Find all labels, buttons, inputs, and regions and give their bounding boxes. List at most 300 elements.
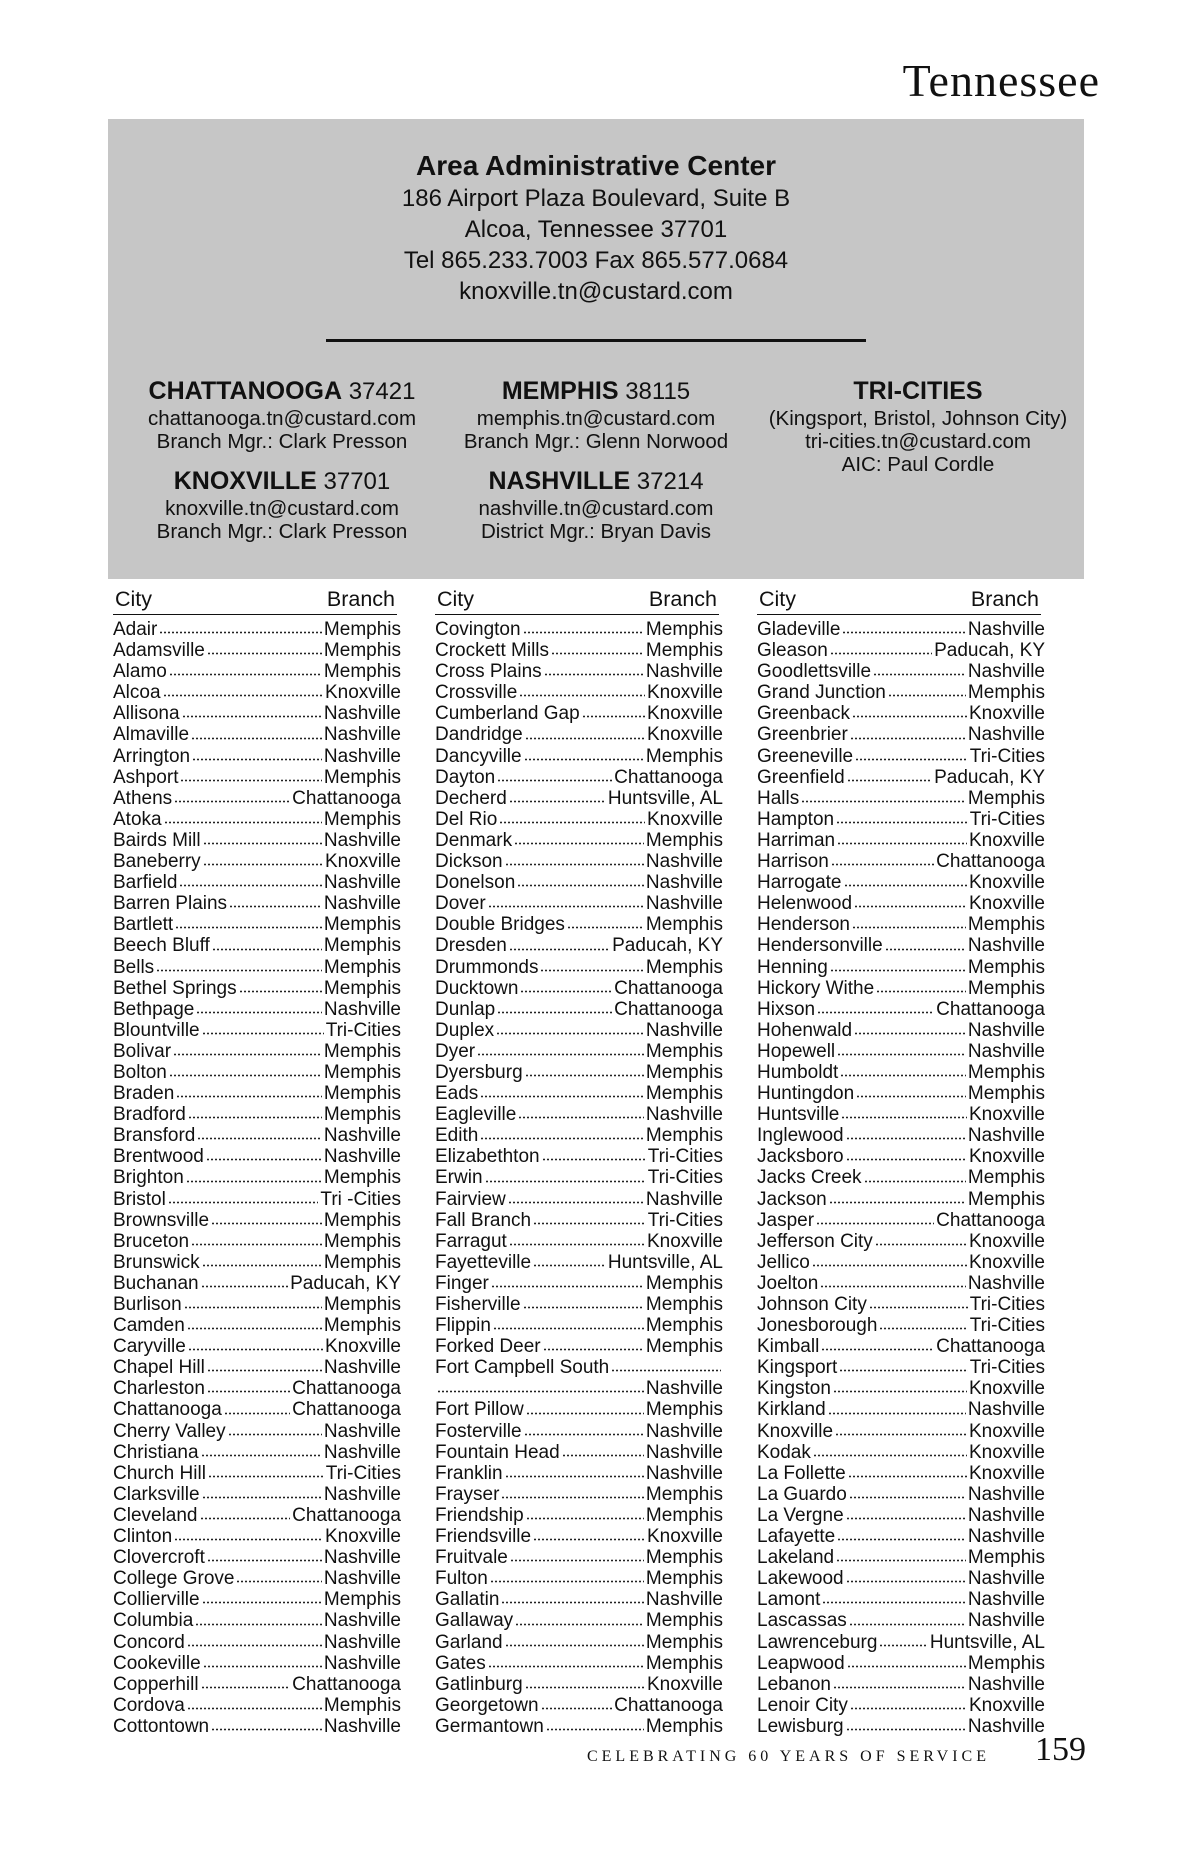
dot-leader bbox=[514, 841, 644, 846]
dot-leader bbox=[854, 1031, 966, 1036]
dot-leader bbox=[509, 1242, 645, 1247]
branch-name: Memphis bbox=[323, 766, 401, 788]
city-name: Elizabethton bbox=[435, 1146, 540, 1168]
branch-name: Paducah, KY bbox=[934, 766, 1045, 788]
city-name: Bransford bbox=[113, 1125, 196, 1147]
dot-leader bbox=[540, 968, 643, 973]
city-name: Gatlinburg bbox=[435, 1673, 523, 1695]
branch-name: Memphis bbox=[967, 1061, 1045, 1083]
list-item bbox=[757, 1336, 1045, 1357]
branch-name: Nashville bbox=[967, 1125, 1045, 1147]
list-item bbox=[113, 1146, 401, 1167]
dot-leader bbox=[833, 1685, 966, 1690]
dot-leader bbox=[567, 925, 644, 930]
dot-leader bbox=[163, 693, 323, 698]
list-item bbox=[435, 957, 723, 978]
branch-name: Nashville bbox=[323, 829, 401, 851]
dot-leader bbox=[187, 1643, 322, 1648]
list-item bbox=[113, 1336, 401, 1357]
list-item bbox=[435, 1315, 723, 1336]
list-item bbox=[435, 1399, 723, 1420]
branch-name: Nashville bbox=[323, 1483, 401, 1505]
dot-leader bbox=[212, 947, 322, 952]
city-name: Bells bbox=[113, 956, 155, 978]
list-item bbox=[757, 1041, 1045, 1062]
branch-name: Nashville bbox=[323, 1568, 401, 1590]
branch-name: Chattanooga bbox=[614, 766, 723, 788]
dot-leader bbox=[208, 1474, 324, 1479]
header-branch: Branch bbox=[648, 587, 717, 611]
city-name: Buchanan bbox=[113, 1272, 199, 1294]
list-item bbox=[113, 1378, 401, 1399]
dot-leader bbox=[830, 968, 966, 973]
list-item bbox=[757, 767, 1045, 788]
city-name: Jonesborough bbox=[757, 1315, 878, 1337]
branch-name: Knoxville bbox=[968, 829, 1045, 851]
city-name: Jellico bbox=[757, 1251, 810, 1273]
list-item bbox=[113, 1547, 401, 1568]
dot-leader bbox=[501, 1495, 644, 1500]
dot-leader bbox=[505, 1474, 644, 1479]
dot-leader bbox=[515, 1622, 644, 1627]
branch-email: chattanooga.tn@custard.com bbox=[147, 407, 417, 430]
branch-name: Memphis bbox=[645, 745, 723, 767]
dot-leader bbox=[182, 714, 322, 719]
city-name: Almaville bbox=[113, 724, 190, 746]
branch-manager: District Mgr.: Bryan Davis bbox=[480, 520, 712, 543]
city-name: Bethpage bbox=[113, 998, 195, 1020]
city-name: Brownsville bbox=[113, 1209, 210, 1231]
dot-leader bbox=[839, 1368, 967, 1373]
branch-name: Knoxville bbox=[646, 682, 723, 704]
branch-name: Tri-Cities bbox=[647, 1167, 723, 1189]
branch-name: Memphis bbox=[645, 1652, 723, 1674]
city-list-column-2 bbox=[435, 619, 723, 1737]
branch-name: Memphis bbox=[323, 956, 401, 978]
branch-name: Nashville bbox=[967, 724, 1045, 746]
city-name: Dresden bbox=[435, 935, 507, 957]
city-name: Fountain Head bbox=[435, 1441, 560, 1463]
branch-name: Nashville bbox=[967, 935, 1045, 957]
city-name: Joelton bbox=[757, 1272, 819, 1294]
branch-name: Knoxville bbox=[968, 1146, 1045, 1168]
dot-leader bbox=[497, 778, 612, 783]
city-name: Flippin bbox=[435, 1315, 491, 1337]
dot-leader bbox=[505, 862, 644, 867]
city-name: Jefferson City bbox=[757, 1230, 873, 1252]
list-item bbox=[757, 1252, 1045, 1273]
branch-name: Chattanooga bbox=[936, 851, 1045, 873]
city-name: Double Bridges bbox=[435, 914, 565, 936]
dot-leader bbox=[180, 778, 321, 783]
city-name: Germantown bbox=[435, 1715, 544, 1737]
dot-leader bbox=[546, 1727, 644, 1732]
list-item bbox=[757, 914, 1045, 935]
list-item bbox=[757, 935, 1045, 956]
dot-leader bbox=[835, 1432, 967, 1437]
dot-leader bbox=[488, 904, 644, 909]
city-name: Cordova bbox=[113, 1694, 185, 1716]
dot-leader bbox=[873, 672, 966, 677]
city-name: Kingsport bbox=[757, 1357, 838, 1379]
branch-name: Memphis bbox=[323, 1104, 401, 1126]
city-name: Grand Junction bbox=[757, 682, 886, 704]
dot-leader bbox=[202, 1495, 322, 1500]
branch-name: Nashville bbox=[967, 1526, 1045, 1548]
dot-leader bbox=[229, 904, 322, 909]
branch-name: Knoxville bbox=[646, 724, 723, 746]
dot-leader bbox=[813, 1453, 967, 1458]
branch-name: Memphis bbox=[967, 977, 1045, 999]
list-item bbox=[113, 1589, 401, 1610]
city-name: Copperhill bbox=[113, 1673, 199, 1695]
city-name: Dyersburg bbox=[435, 1061, 523, 1083]
city-name: Gladeville bbox=[757, 619, 841, 640]
dot-leader bbox=[197, 1136, 322, 1141]
city-name: Kimball bbox=[757, 1336, 820, 1358]
city-name: Fort Campbell South bbox=[435, 1357, 610, 1379]
branch-name: Nashville bbox=[645, 1188, 723, 1210]
branch-name: Nashville bbox=[967, 1715, 1045, 1737]
dot-leader bbox=[509, 947, 610, 952]
dot-leader bbox=[497, 1010, 612, 1015]
dot-leader bbox=[184, 1305, 322, 1310]
city-name: Huntingdon bbox=[757, 1083, 855, 1105]
branch-name: Nashville bbox=[645, 1462, 723, 1484]
city-name: Lawrenceburg bbox=[757, 1631, 878, 1653]
city-name: Bairds Mill bbox=[113, 829, 201, 851]
dot-leader bbox=[169, 672, 322, 677]
branch-name: Memphis bbox=[323, 1694, 401, 1716]
list-item bbox=[757, 809, 1045, 830]
branch-name: Knoxville bbox=[646, 808, 723, 830]
dot-leader bbox=[848, 1474, 967, 1479]
area-admin-center bbox=[108, 149, 1084, 307]
branch-tri-cities bbox=[758, 376, 1078, 476]
branch-name: Nashville bbox=[323, 998, 401, 1020]
branch-name: Nashville bbox=[323, 1610, 401, 1632]
branch-manager: Branch Mgr.: Clark Presson bbox=[156, 430, 408, 453]
list-item bbox=[113, 1568, 401, 1589]
city-name: Beech Bluff bbox=[113, 935, 210, 957]
list-item bbox=[113, 1020, 401, 1041]
city-list-column-1 bbox=[113, 619, 401, 1737]
city-name: La Vergne bbox=[757, 1504, 844, 1526]
dot-leader bbox=[505, 1643, 644, 1648]
list-item bbox=[757, 1062, 1045, 1083]
city-name: Decherd bbox=[435, 787, 507, 809]
branch-subtitle: (Kingsport, Bristol, Johnson City) bbox=[768, 407, 1068, 430]
dot-leader bbox=[525, 1073, 644, 1078]
branch-zip: 37421 bbox=[348, 378, 416, 405]
dot-leader bbox=[520, 989, 612, 994]
city-name: Charleston bbox=[113, 1378, 205, 1400]
list-item bbox=[435, 703, 723, 724]
city-name: Lafayette bbox=[757, 1526, 836, 1548]
city-name: Clovercroft bbox=[113, 1547, 205, 1569]
dot-leader bbox=[829, 1200, 966, 1205]
city-name: Jacksboro bbox=[757, 1146, 844, 1168]
city-name: Hohenwald bbox=[757, 1019, 853, 1041]
branch-name: Nashville bbox=[967, 1673, 1045, 1695]
city-name: Bethel Springs bbox=[113, 977, 237, 999]
branch-name: Memphis bbox=[323, 1209, 401, 1231]
dot-leader bbox=[542, 1157, 646, 1162]
page-number: 159 bbox=[1035, 1731, 1086, 1768]
list-item bbox=[757, 1610, 1045, 1631]
list-item bbox=[435, 1083, 723, 1104]
branch-name: Nashville bbox=[967, 1568, 1045, 1590]
list-item bbox=[757, 1568, 1045, 1589]
city-name: Greenback bbox=[757, 703, 850, 725]
branch-name: Knoxville bbox=[646, 703, 723, 725]
city-name: Adair bbox=[113, 619, 158, 640]
branch-name: Paducah, KY bbox=[934, 640, 1045, 662]
city-name: Greeneville bbox=[757, 745, 854, 767]
branch-name: Knoxville bbox=[646, 1673, 723, 1695]
city-name: Donelson bbox=[435, 872, 516, 894]
dot-leader bbox=[850, 1706, 967, 1711]
dot-leader bbox=[541, 1706, 613, 1711]
branch-name: Knoxville bbox=[968, 1104, 1045, 1126]
dot-leader bbox=[526, 1411, 644, 1416]
list-item bbox=[113, 1632, 401, 1653]
list-item bbox=[435, 1210, 723, 1231]
city-name: Kingston bbox=[757, 1378, 831, 1400]
city-name: Hampton bbox=[757, 808, 835, 830]
branch-name: Nashville bbox=[645, 1589, 723, 1611]
list-item bbox=[113, 1505, 401, 1526]
branch-name: Tri-Cities bbox=[647, 1209, 723, 1231]
branch-name: Memphis bbox=[323, 1040, 401, 1062]
dot-leader bbox=[850, 736, 966, 741]
branch-name: Memphis bbox=[967, 1083, 1045, 1105]
branch-name: Knoxville bbox=[968, 1441, 1045, 1463]
branch-name: Huntsville, AL bbox=[607, 1251, 723, 1273]
city-name: Bartlett bbox=[113, 914, 174, 936]
dot-leader bbox=[168, 1200, 319, 1205]
dot-leader bbox=[816, 1221, 934, 1226]
city-name: Henning bbox=[757, 956, 828, 978]
list-item bbox=[113, 1104, 401, 1125]
list-item bbox=[113, 957, 401, 978]
dot-leader bbox=[188, 1347, 323, 1352]
list-item bbox=[435, 767, 723, 788]
dot-leader bbox=[885, 947, 966, 952]
dot-leader bbox=[206, 1157, 322, 1162]
branch-name: Memphis bbox=[645, 1315, 723, 1337]
aac-address-line2: Alcoa, Tennessee 37701 bbox=[464, 216, 728, 243]
list-item bbox=[113, 1167, 401, 1188]
dot-leader bbox=[551, 651, 644, 656]
list-item bbox=[113, 1653, 401, 1674]
branch-name: CHATTANOOGA bbox=[148, 377, 343, 405]
dot-leader bbox=[821, 1347, 934, 1352]
city-name: Dunlap bbox=[435, 998, 496, 1020]
city-name: Lamont bbox=[757, 1589, 821, 1611]
city-name: Georgetown bbox=[435, 1694, 539, 1716]
city-name: Brighton bbox=[113, 1167, 184, 1189]
branch-name: Nashville bbox=[645, 1378, 723, 1400]
list-item bbox=[757, 1104, 1045, 1125]
header-city: City bbox=[437, 587, 475, 611]
branch-name: Nashville bbox=[323, 745, 401, 767]
dot-leader bbox=[855, 757, 968, 762]
list-item bbox=[757, 999, 1045, 1020]
dot-leader bbox=[611, 1368, 721, 1373]
branch-name: Memphis bbox=[967, 682, 1045, 704]
list-item bbox=[435, 1020, 723, 1041]
dot-leader bbox=[847, 778, 932, 783]
dot-leader bbox=[526, 1516, 644, 1521]
branch-zip: 38115 bbox=[625, 378, 691, 405]
dot-leader bbox=[196, 1010, 322, 1015]
dot-leader bbox=[477, 1052, 644, 1057]
column-header bbox=[757, 586, 1041, 615]
dot-leader bbox=[523, 630, 644, 635]
branch-name: Nashville bbox=[967, 1483, 1045, 1505]
city-name: Helenwood bbox=[757, 893, 853, 915]
branch-name: Nashville bbox=[323, 1357, 401, 1379]
divider bbox=[326, 339, 866, 342]
dot-leader bbox=[836, 1558, 966, 1563]
dot-leader bbox=[159, 630, 322, 635]
city-name: Jasper bbox=[757, 1209, 815, 1231]
dot-leader bbox=[508, 1200, 644, 1205]
city-name: Huntsville bbox=[757, 1104, 840, 1126]
dot-leader bbox=[544, 672, 644, 677]
list-item bbox=[757, 1695, 1045, 1716]
branch-name: Huntsville, AL bbox=[929, 1631, 1045, 1653]
branch-name: Memphis bbox=[645, 1504, 723, 1526]
dot-leader bbox=[837, 841, 967, 846]
city-name: Brentwood bbox=[113, 1146, 204, 1168]
list-item bbox=[113, 872, 401, 893]
list-item bbox=[113, 682, 401, 703]
city-name: Dandridge bbox=[435, 724, 523, 746]
branch-name: Memphis bbox=[323, 935, 401, 957]
list-item bbox=[435, 788, 723, 809]
branch-chattanooga bbox=[122, 376, 442, 453]
branch-name: Memphis bbox=[323, 1294, 401, 1315]
dot-leader bbox=[533, 1263, 606, 1268]
list-item bbox=[435, 1252, 723, 1273]
column-header bbox=[435, 586, 719, 615]
city-name: La Guardo bbox=[757, 1483, 847, 1505]
branch-name: Knoxville bbox=[324, 851, 401, 873]
list-item bbox=[757, 1505, 1045, 1526]
branch-email: nashville.tn@custard.com bbox=[478, 497, 714, 520]
dot-leader bbox=[846, 1727, 966, 1732]
branch-name: Nashville bbox=[645, 893, 723, 915]
branch-name: Memphis bbox=[645, 1631, 723, 1653]
dot-leader bbox=[174, 799, 290, 804]
list-item bbox=[757, 978, 1045, 999]
branch-name: Memphis bbox=[645, 1399, 723, 1421]
dot-leader bbox=[517, 883, 644, 888]
list-item bbox=[435, 1146, 723, 1167]
list-item bbox=[435, 1716, 723, 1737]
list-item bbox=[435, 1357, 723, 1378]
branch-name: Nashville bbox=[323, 1441, 401, 1463]
city-name: Adamsville bbox=[113, 640, 205, 662]
list-item bbox=[435, 935, 723, 956]
branch-name: Knoxville bbox=[968, 1230, 1045, 1252]
city-name: Lascassas bbox=[757, 1610, 847, 1632]
branch-name: Nashville bbox=[967, 1040, 1045, 1062]
branch-name: Nashville bbox=[323, 724, 401, 746]
city-name: Arrington bbox=[113, 745, 191, 767]
list-item bbox=[435, 1463, 723, 1484]
city-name: Denmark bbox=[435, 829, 513, 851]
branch-name: Memphis bbox=[645, 1715, 723, 1737]
header-branch: Branch bbox=[326, 587, 395, 611]
city-name: Fairview bbox=[435, 1188, 506, 1210]
dot-leader bbox=[847, 1664, 966, 1669]
branch-name: Memphis bbox=[645, 1061, 723, 1083]
city-name: Dover bbox=[435, 893, 486, 915]
branch-name: Nashville bbox=[645, 1441, 723, 1463]
branch-name: Memphis bbox=[323, 1083, 401, 1105]
city-name: Chapel Hill bbox=[113, 1357, 205, 1379]
city-name: Fulton bbox=[435, 1568, 488, 1590]
dot-leader bbox=[524, 1432, 644, 1437]
dot-leader bbox=[485, 1179, 646, 1184]
list-item bbox=[113, 619, 401, 640]
branch-name: Knoxville bbox=[968, 1462, 1045, 1484]
city-name: Franklin bbox=[435, 1462, 503, 1484]
branch-name: Nashville bbox=[967, 1399, 1045, 1421]
dot-leader bbox=[188, 1115, 322, 1120]
branch-name: Memphis bbox=[323, 1589, 401, 1611]
list-item bbox=[757, 893, 1045, 914]
list-item bbox=[435, 1695, 723, 1716]
dot-leader bbox=[200, 1516, 291, 1521]
branch-name: Nashville bbox=[645, 1019, 723, 1041]
list-item bbox=[757, 682, 1045, 703]
city-name: Del Rio bbox=[435, 808, 498, 830]
branch-name: Tri-Cities bbox=[969, 745, 1045, 767]
list-item bbox=[757, 1589, 1045, 1610]
branch-name: Nashville bbox=[967, 1610, 1045, 1632]
list-item bbox=[113, 746, 401, 767]
list-item bbox=[435, 1231, 723, 1252]
branch-name: Memphis bbox=[323, 977, 401, 999]
list-item bbox=[435, 1674, 723, 1695]
city-name: Drummonds bbox=[435, 956, 539, 978]
list-item bbox=[113, 914, 401, 935]
list-item bbox=[113, 661, 401, 682]
city-name: Christiana bbox=[113, 1441, 199, 1463]
branch-name: Memphis bbox=[645, 956, 723, 978]
dot-leader bbox=[842, 630, 965, 635]
branch-name: Memphis bbox=[645, 640, 723, 662]
city-name: Eagleville bbox=[435, 1104, 517, 1126]
list-item bbox=[757, 619, 1045, 640]
dot-leader bbox=[801, 799, 966, 804]
list-item bbox=[435, 619, 723, 640]
list-item bbox=[435, 1167, 723, 1188]
branch-name: Huntsville, AL bbox=[607, 787, 723, 809]
dot-leader bbox=[841, 1115, 967, 1120]
list-item bbox=[757, 1399, 1045, 1420]
list-item bbox=[113, 1526, 401, 1547]
city-name: Greenbrier bbox=[757, 724, 848, 746]
branch-name: Memphis bbox=[645, 619, 723, 640]
branch-name: Memphis bbox=[323, 1251, 401, 1273]
list-item bbox=[435, 724, 723, 745]
dot-leader bbox=[833, 1389, 967, 1394]
